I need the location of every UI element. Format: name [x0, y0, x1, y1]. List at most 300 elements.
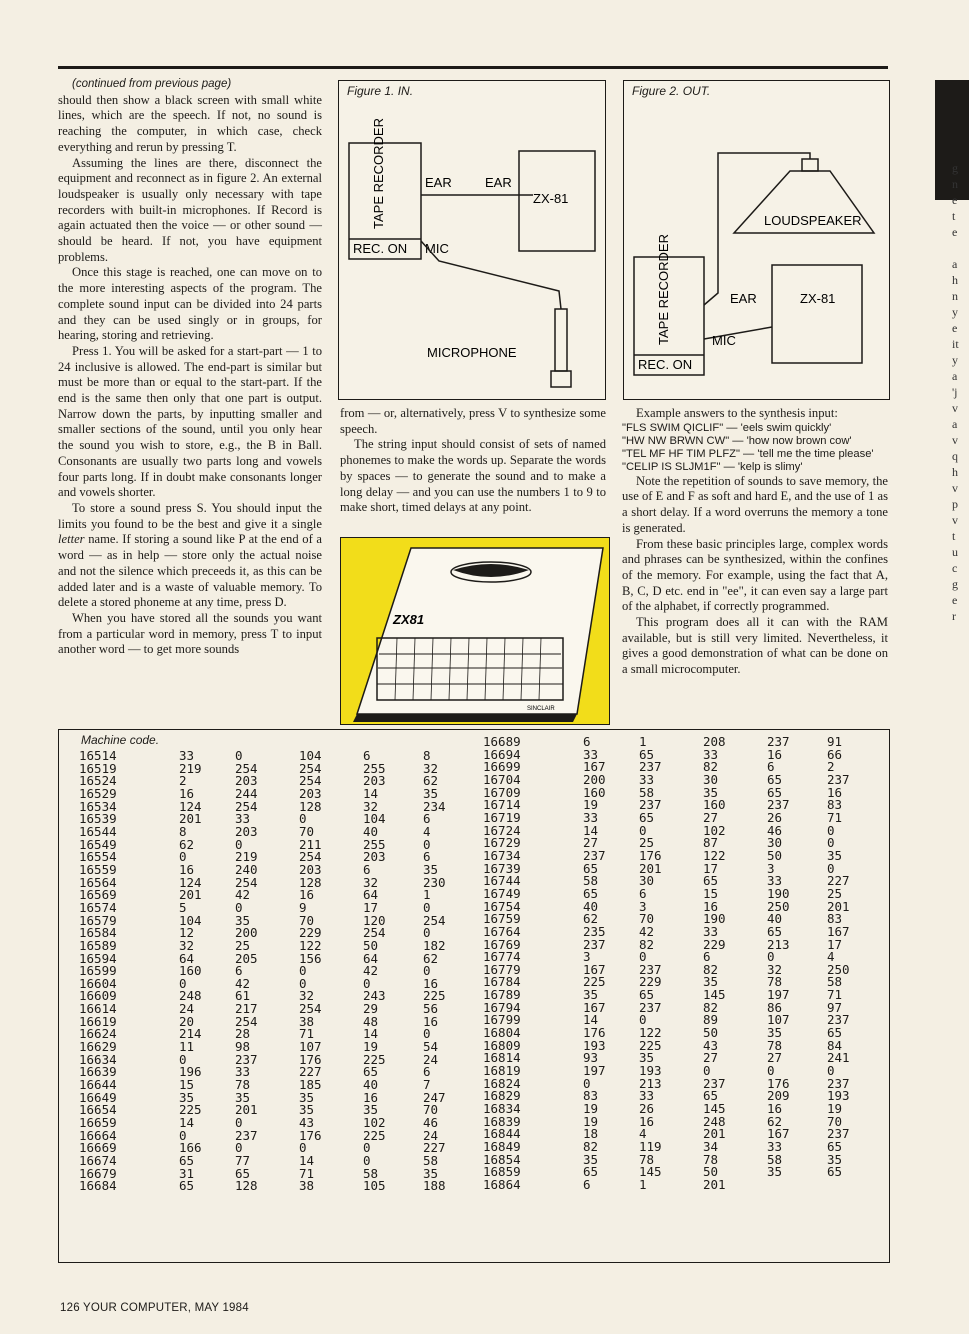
- code-byte: 33: [583, 809, 599, 825]
- code-byte: 84: [827, 1037, 843, 1053]
- code-byte: 0: [423, 925, 431, 941]
- code-byte: 30: [767, 835, 783, 851]
- code-row: [483, 761, 881, 774]
- code-address: 16824: [483, 1075, 521, 1091]
- code-byte: 58: [827, 974, 843, 990]
- code-byte: 0: [235, 1115, 243, 1131]
- code-address: 16584: [79, 925, 117, 941]
- code-byte: 237: [235, 1051, 258, 1067]
- code-byte: 32: [363, 798, 379, 814]
- code-byte: 160: [703, 797, 726, 813]
- code-byte: 0: [299, 975, 307, 991]
- code-byte: 0: [423, 836, 431, 852]
- code-byte: 33: [767, 873, 783, 889]
- code-byte: 200: [235, 925, 258, 941]
- code-byte: 19: [827, 1101, 843, 1117]
- code-byte: 254: [235, 760, 258, 776]
- code-byte: 31: [179, 1165, 195, 1181]
- code-byte: 82: [703, 961, 719, 977]
- code-row: [483, 812, 881, 825]
- code-byte: 0: [703, 1063, 711, 1079]
- code-byte: 46: [767, 822, 783, 838]
- code-row: [79, 1016, 477, 1029]
- code-address: 16534: [79, 798, 117, 814]
- code-row: [483, 989, 881, 1002]
- edge-letter: h: [952, 273, 958, 287]
- paragraph-text: name. If storing a sound like P at the end of a word — as in help — store only the actual noise and not the silence which preceeds it, as this can be added later and is a waste of valuable memory. To delete a stored phoneme at any time, press D.: [58, 532, 322, 610]
- rec-on-label: REC. ON: [353, 241, 408, 256]
- edge-letter: h: [952, 465, 958, 479]
- paragraph: Once this stage is reached, one can move on to the more interesting aspects of the program. The complete sound input can be divided into 24 parts and they can be used singly or in groups, for hearing, storing and retrieving.: [58, 265, 322, 343]
- code-byte: 35: [363, 1102, 379, 1118]
- code-byte: 201: [179, 811, 202, 827]
- code-address: 16674: [79, 1153, 117, 1168]
- edge-letter: e: [952, 321, 958, 335]
- code-address: 16549: [79, 836, 117, 852]
- code-byte: 167: [827, 923, 850, 939]
- code-byte: 197: [583, 1063, 606, 1079]
- code-byte: 0: [179, 975, 187, 991]
- code-address: 16859: [483, 1164, 521, 1180]
- edge-letter: v: [952, 481, 958, 495]
- code-row: [79, 1054, 477, 1067]
- code-address: 16654: [79, 1102, 117, 1118]
- code-row: [79, 1104, 477, 1117]
- code-byte: 128: [235, 1178, 258, 1194]
- code-address: 16739: [483, 860, 521, 876]
- code-address: 16644: [79, 1077, 117, 1093]
- code-byte: 78: [767, 974, 783, 990]
- code-address: 16784: [483, 974, 521, 990]
- code-byte: 33: [703, 923, 719, 939]
- code-row: [79, 864, 477, 877]
- edge-letter: y: [952, 305, 958, 319]
- examples-intro: Example answers to the synthesis input:: [636, 406, 838, 420]
- code-byte: 82: [703, 759, 719, 775]
- code-byte: 190: [703, 911, 726, 927]
- code-byte: 188: [423, 1178, 446, 1194]
- machine-code-table-right: [483, 736, 881, 1192]
- code-row: [483, 850, 881, 863]
- code-byte: 83: [827, 797, 843, 813]
- code-byte: 71: [299, 1165, 315, 1181]
- code-address: 16639: [79, 1064, 117, 1080]
- code-byte: 104: [363, 811, 386, 827]
- code-byte: 185: [299, 1077, 322, 1093]
- code-row: [79, 813, 477, 826]
- code-row: [79, 1180, 477, 1193]
- code-byte: 0: [179, 849, 187, 865]
- code-byte: 16: [299, 887, 315, 903]
- code-byte: 254: [363, 925, 386, 941]
- code-address: 16809: [483, 1037, 521, 1053]
- code-byte: 4: [827, 949, 835, 965]
- code-byte: 0: [363, 1140, 371, 1156]
- code-byte: 122: [703, 847, 726, 863]
- code-row: [483, 1166, 881, 1179]
- code-row: [483, 825, 881, 838]
- code-row: [483, 1090, 881, 1103]
- code-byte: 65: [767, 784, 783, 800]
- code-row: [483, 913, 881, 926]
- code-byte: 6: [583, 734, 591, 749]
- paragraph: Assuming the lines are there, disconnect the equipment and reconnect as in figure 2. An external loudspeaker is usually only necessary with tape recorders with built-in microphones. If Record is again actuated then the voice — or other sound — should be heard. If not, you have equipment problems.: [58, 155, 322, 264]
- code-byte: 254: [235, 874, 258, 890]
- code-byte: 32: [767, 961, 783, 977]
- code-byte: 167: [767, 1126, 790, 1142]
- code-byte: 6: [583, 1176, 591, 1192]
- edge-letter: p: [952, 497, 958, 511]
- code-byte: 255: [363, 760, 386, 776]
- code-address: 16519: [79, 760, 117, 776]
- figure-title: Figure 2. OUT.: [632, 84, 711, 98]
- edge-letter: y: [952, 353, 958, 367]
- example-item: "HW NW BRWN CW" — 'how now brown cow': [622, 434, 852, 447]
- code-byte: 19: [583, 797, 599, 813]
- code-byte: 0: [767, 949, 775, 965]
- code-byte: 6: [423, 1064, 431, 1080]
- code-byte: 20: [179, 1013, 195, 1029]
- paragraph: should then show a black screen with small white lines, which are the speech. If not, no sound is reaching the computer, in which case, check everything and rerun by pressing T.: [58, 92, 322, 154]
- code-address: 16834: [483, 1101, 521, 1117]
- code-row: [79, 990, 477, 1003]
- code-address: 16689: [483, 734, 521, 749]
- code-row: [483, 774, 881, 787]
- code-byte: 78: [703, 1151, 719, 1167]
- code-byte: 237: [639, 759, 662, 775]
- code-byte: 70: [299, 823, 315, 839]
- code-byte: 244: [235, 785, 258, 801]
- code-byte: 248: [179, 988, 202, 1004]
- code-byte: 240: [235, 861, 258, 877]
- code-row: [483, 1014, 881, 1027]
- edge-letter: v: [952, 513, 958, 527]
- code-byte: 3: [767, 860, 775, 876]
- code-address: 16629: [79, 1039, 117, 1055]
- code-byte: 247: [423, 1089, 446, 1105]
- code-byte: 25: [235, 937, 251, 953]
- top-rule: [58, 66, 888, 69]
- code-address: 16554: [79, 849, 117, 865]
- code-byte: 33: [639, 771, 655, 787]
- code-byte: 65: [703, 1088, 719, 1104]
- code-address: 16594: [79, 950, 117, 966]
- code-byte: 98: [235, 1039, 251, 1055]
- zx81-illustration: [341, 538, 609, 724]
- code-address: 16724: [483, 822, 521, 838]
- code-row: [79, 788, 477, 801]
- code-byte: 167: [583, 999, 606, 1015]
- code-byte: 35: [423, 1165, 439, 1181]
- code-address: 16709: [483, 784, 521, 800]
- code-byte: 35: [423, 785, 439, 801]
- code-byte: 19: [363, 1039, 379, 1055]
- edge-letter: q: [952, 449, 958, 463]
- code-address: 16699: [483, 759, 521, 775]
- code-byte: 203: [363, 849, 386, 865]
- machine-code-box: [58, 729, 890, 1263]
- example-item: "FLS SWIM QICLIF" — 'eels swim quickly': [622, 421, 832, 434]
- code-row: [483, 1040, 881, 1053]
- edge-letter: e: [952, 593, 958, 607]
- code-byte: 14: [179, 1115, 195, 1131]
- code-byte: 32: [299, 988, 315, 1004]
- column-one: [58, 77, 322, 658]
- code-byte: 0: [363, 1153, 371, 1168]
- code-byte: 254: [423, 912, 446, 928]
- edge-letter: t: [952, 529, 956, 543]
- code-byte: 193: [639, 1063, 662, 1079]
- ear-label: EAR: [425, 175, 452, 190]
- paragraph: This program does all it can with the RAM available, but is still very limited. Nevertheless, it gives a good demonstration of what can be done on a small microcomputer.: [622, 615, 888, 677]
- code-byte: 104: [299, 748, 322, 763]
- code-byte: 237: [583, 936, 606, 952]
- paragraph: When you have stored all the sounds you want from a particular word in memory, press T to input another word — to get more sounds: [58, 610, 322, 657]
- code-byte: 46: [423, 1115, 439, 1131]
- code-byte: 0: [179, 1127, 187, 1143]
- code-byte: 43: [703, 1037, 719, 1053]
- code-byte: 65: [179, 1153, 195, 1168]
- edge-letter: g: [952, 161, 958, 175]
- code-byte: 7: [423, 1077, 431, 1093]
- code-byte: 205: [235, 950, 258, 966]
- code-row: [79, 1092, 477, 1105]
- code-byte: 193: [583, 1037, 606, 1053]
- code-byte: 128: [299, 798, 322, 814]
- code-byte: 203: [235, 823, 258, 839]
- code-address: 16529: [79, 785, 117, 801]
- code-byte: 64: [363, 950, 379, 966]
- code-address: 16569: [79, 887, 117, 903]
- code-byte: 6: [703, 949, 711, 965]
- code-byte: 58: [639, 784, 655, 800]
- code-address: 16559: [79, 861, 117, 877]
- code-address: 16714: [483, 797, 521, 813]
- code-byte: 83: [583, 1088, 599, 1104]
- paragraph: [58, 501, 322, 611]
- code-byte: 203: [299, 785, 322, 801]
- edge-letter: a: [952, 257, 958, 271]
- code-byte: 237: [827, 1075, 850, 1091]
- code-byte: 24: [179, 1001, 195, 1017]
- code-byte: 61: [235, 988, 251, 1004]
- code-byte: 229: [299, 925, 322, 941]
- code-byte: 227: [423, 1140, 446, 1156]
- code-byte: 107: [767, 1012, 790, 1028]
- code-byte: 33: [703, 746, 719, 762]
- paragraph: From these basic principles large, complex words and phrases can be synthesized, within the confines of the memory. For example, using the fact that A, B, C, D etc. end in "ee", it can even say a large part of the alphabet, if correctly programmed.: [622, 536, 888, 614]
- code-byte: 42: [363, 963, 379, 979]
- code-byte: 42: [235, 975, 251, 991]
- code-byte: 62: [179, 836, 195, 852]
- code-byte: 40: [583, 898, 599, 914]
- code-row: [483, 1103, 881, 1116]
- code-byte: 50: [703, 1164, 719, 1180]
- code-row: [483, 964, 881, 977]
- code-address: 16609: [79, 988, 117, 1004]
- zx81-label: ZX-81: [800, 291, 836, 306]
- code-byte: 18: [583, 1126, 599, 1142]
- code-byte: 9: [299, 899, 307, 915]
- code-byte: 229: [703, 936, 726, 952]
- ear-label: EAR: [485, 175, 512, 190]
- code-byte: 237: [827, 771, 850, 787]
- code-byte: 0: [299, 811, 307, 827]
- code-address: 16819: [483, 1063, 521, 1079]
- code-row: [79, 940, 477, 953]
- code-byte: 35: [235, 912, 251, 928]
- code-byte: 229: [639, 974, 662, 990]
- zx81-label: ZX-81: [533, 191, 569, 206]
- code-byte: 35: [299, 1102, 315, 1118]
- code-row: [483, 787, 881, 800]
- code-address: 16564: [79, 874, 117, 890]
- code-byte: [767, 1179, 827, 1192]
- code-row: [483, 1128, 881, 1141]
- example-list: [622, 422, 888, 474]
- code-byte: 203: [299, 861, 322, 877]
- code-byte: 78: [235, 1077, 251, 1093]
- code-byte: 35: [299, 1089, 315, 1105]
- code-address: 16579: [79, 912, 117, 928]
- figure-one: [338, 80, 606, 400]
- edge-letter: e: [952, 225, 958, 239]
- code-byte: 0: [235, 748, 243, 763]
- code-row: [79, 915, 477, 928]
- code-byte: 237: [703, 1075, 726, 1091]
- code-byte: 250: [827, 961, 850, 977]
- edge-letter: t: [952, 209, 956, 223]
- code-byte: 124: [179, 874, 202, 890]
- code-row: [79, 1155, 477, 1168]
- edge-letter: g: [952, 577, 958, 591]
- code-row: [79, 775, 477, 788]
- code-byte: 241: [827, 1050, 850, 1066]
- code-byte: 65: [583, 1164, 599, 1180]
- code-byte: 237: [235, 1127, 258, 1143]
- code-address: 16749: [483, 885, 521, 901]
- code-byte: 255: [363, 836, 386, 852]
- code-row: [483, 736, 881, 749]
- code-byte: 4: [639, 1126, 647, 1142]
- code-byte: 225: [423, 988, 446, 1004]
- code-byte: 32: [179, 937, 195, 953]
- code-byte: 26: [767, 809, 783, 825]
- paragraph: Note the repetition of sounds to save memory, the use of E and F as soft and hard E, and the use of 1 as a short delay. If a word overruns the memory a tone is generated.: [622, 473, 888, 535]
- code-byte: 167: [583, 961, 606, 977]
- code-address: 16649: [79, 1089, 117, 1105]
- code-byte: 78: [767, 1037, 783, 1053]
- code-byte: 176: [639, 847, 662, 863]
- code-address: 16544: [79, 823, 117, 839]
- mic-label: MIC: [425, 241, 449, 256]
- code-byte: 200: [583, 771, 606, 787]
- code-byte: 14: [583, 1012, 599, 1028]
- paragraph-text: To store a sound press S. You should input the limits you found to be the best and give it a single: [58, 500, 322, 531]
- code-byte: 122: [299, 937, 322, 953]
- example-item: "CELIP IS SLJM1F" — 'kelp is slimy': [622, 460, 803, 473]
- code-byte: 16: [363, 1089, 379, 1105]
- code-row: [483, 901, 881, 914]
- code-byte: 32: [363, 874, 379, 890]
- code-byte: 38: [299, 1013, 315, 1029]
- code-byte: 35: [767, 1164, 783, 1180]
- code-byte: 214: [179, 1026, 202, 1042]
- code-byte: 227: [299, 1064, 322, 1080]
- code-row: [483, 888, 881, 901]
- code-byte: 0: [827, 835, 835, 851]
- code-byte: 237: [583, 847, 606, 863]
- code-address: 16659: [79, 1115, 117, 1131]
- code-byte: 50: [703, 1025, 719, 1041]
- code-byte: [827, 1179, 881, 1192]
- code-byte: 0: [235, 836, 243, 852]
- code-byte: 43: [299, 1115, 315, 1131]
- code-byte: 6: [235, 963, 243, 979]
- code-byte: 56: [423, 1001, 439, 1017]
- code-byte: 196: [179, 1064, 202, 1080]
- code-byte: 32: [423, 760, 439, 776]
- code-address: 16774: [483, 949, 521, 965]
- code-byte: 122: [639, 1025, 662, 1041]
- code-byte: 119: [639, 1139, 662, 1154]
- code-byte: 82: [583, 1139, 599, 1154]
- code-byte: 86: [767, 999, 783, 1015]
- code-row: [79, 1079, 477, 1092]
- code-byte: 65: [179, 1178, 195, 1194]
- code-byte: 0: [827, 822, 835, 838]
- code-address: 16694: [483, 746, 521, 762]
- code-byte: 66: [827, 746, 843, 762]
- figure-title: Figure 1. IN.: [347, 84, 414, 98]
- code-address: 16754: [483, 898, 521, 914]
- code-byte: 197: [767, 987, 790, 1003]
- code-byte: 254: [299, 1001, 322, 1017]
- code-byte: 176: [583, 1025, 606, 1041]
- code-byte: 237: [767, 734, 790, 749]
- code-byte: 230: [423, 874, 446, 890]
- code-byte: 91: [827, 734, 843, 749]
- code-byte: 237: [639, 961, 662, 977]
- code-row: [483, 1141, 881, 1154]
- code-byte: 58: [767, 1151, 783, 1167]
- code-byte: 35: [235, 1089, 251, 1105]
- edge-letter: it: [952, 337, 959, 351]
- code-byte: 17: [827, 936, 843, 952]
- code-byte: 33: [179, 748, 195, 763]
- tape-recorder-label: TAPE RECORDER: [371, 118, 386, 229]
- code-row: [79, 1117, 477, 1130]
- code-row: [483, 1027, 881, 1040]
- code-address: 16764: [483, 923, 521, 939]
- code-row: [483, 863, 881, 876]
- code-byte: 27: [767, 1050, 783, 1066]
- code-byte: 176: [767, 1075, 790, 1091]
- code-byte: 27: [583, 835, 599, 851]
- code-row: [483, 1116, 881, 1129]
- code-row: [483, 926, 881, 939]
- code-byte: 14: [583, 822, 599, 838]
- code-byte: 16: [703, 898, 719, 914]
- code-byte: 104: [179, 912, 202, 928]
- code-byte: 237: [639, 999, 662, 1015]
- code-byte: 65: [827, 1025, 843, 1041]
- column-three: [622, 406, 888, 678]
- code-byte: 254: [299, 760, 322, 776]
- code-byte: 50: [363, 937, 379, 953]
- machine-code-title: Machine code.: [81, 733, 160, 747]
- code-byte: 11: [179, 1039, 195, 1055]
